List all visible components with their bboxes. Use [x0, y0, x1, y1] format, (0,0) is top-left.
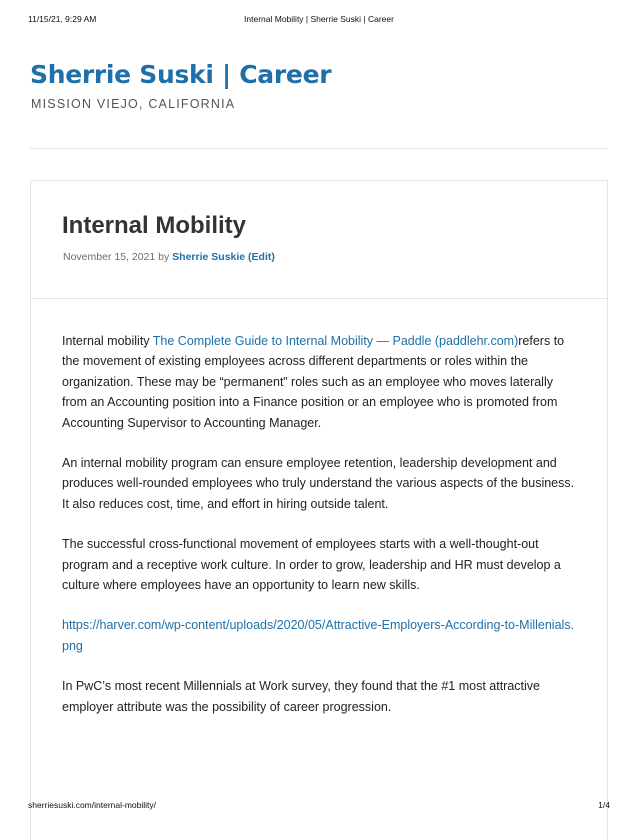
- paragraph-3: The successful cross-functional movement of employees starts with a well-thought-out program and a receptive work culture. In order to grow, leadership and HR must develop a culture where employees have an opportunity to learn new skills.: [62, 537, 561, 593]
- article: [30, 180, 608, 840]
- site-tagline: MISSION VIEJO, CALIFORNIA: [31, 97, 236, 111]
- paragraph-1-lead: Internal mobility: [62, 334, 153, 348]
- author-link[interactable]: Sherrie Suskie (Edit): [172, 251, 275, 263]
- site-title[interactable]: Sherrie Suski | Career: [30, 60, 332, 89]
- meta-by: by: [155, 251, 173, 263]
- header-divider: [30, 148, 608, 149]
- paragraph-2: An internal mobility program can ensure employee retention, leadership development and produces well-rounded employees who truly understand the various aspects of the business. It also reduces cost, time, and effort in hiring outside talent.: [62, 456, 575, 511]
- print-page-title: Internal Mobility | Sherrie Suski | Career: [244, 14, 394, 24]
- entry-meta: [63, 251, 275, 263]
- paragraph-5: In PwC’s most recent Millennials at Work survey, they found that the #1 most attractive employer attribute was the possibility of career progression.: [62, 679, 540, 714]
- paragraph-1: [62, 331, 578, 433]
- entry-header: [31, 181, 607, 299]
- print-page-number: 1/4: [598, 800, 610, 810]
- print-header: [28, 14, 610, 28]
- harver-image-link[interactable]: https://harver.com/wp-content/uploads/2020/05/Attractive-Employers-According-to-Millenials.png: [62, 618, 575, 653]
- paddle-guide-link[interactable]: The Complete Guide to Internal Mobility — Paddle (paddlehr.com): [152, 334, 519, 348]
- print-datetime: 11/15/21, 9:29 AM: [28, 14, 97, 24]
- entry-title: Internal Mobility: [62, 212, 247, 239]
- entry-content: [62, 331, 578, 737]
- paragraph-1-rest: refers to the movement of existing employees across different departments or roles within the organization. These may be “permanent” roles such as an employee who moves laterally from an Accounting position into a Finance position or an employee who is promoted from Accounting Supervisor to Accounting Manager.: [62, 334, 565, 430]
- print-url: sherriesuski.com/internal-mobility/: [28, 800, 157, 810]
- post-date[interactable]: November 15, 2021: [63, 251, 156, 263]
- print-footer: [28, 800, 610, 812]
- paragraph-4: [62, 615, 578, 656]
